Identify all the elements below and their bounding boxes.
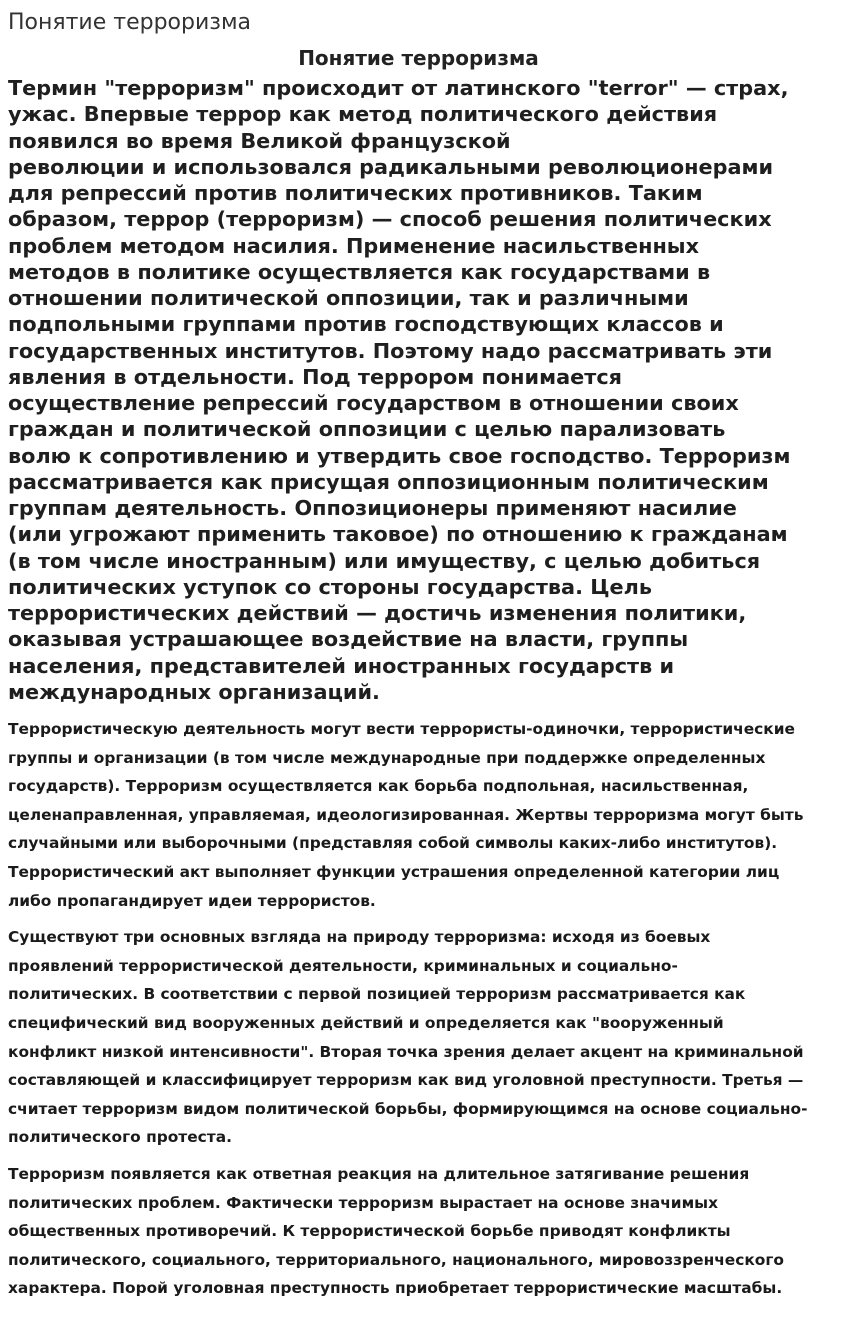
document-title: Понятие терроризма <box>298 46 539 70</box>
paragraph-three-views: Существуют три основных взгляда на природу терроризма: исходя из боевых проявлений террористической деятельности, криминальных и социально- политических. В соответствии с первой позицией терроризм рассматривается как специфический вид вооруженных действий и определяется как "вооруженный конфликт низкой интенсивности". Вторая точка зрения делает акцент на криминальной составляющей и классифицирует терроризм как вид уголовной преступности. Третья — считает терроризм видом политической борьбы, формирующимся на основе социально- политического протеста. <box>8 928 808 1147</box>
paragraph-terrorist-activity: Террористическую деятельность могут вести террористы-одиночки, террористические группы и организации (в том числе международные при поддержке определенных государств). Терроризм осуществляется как борьба подпольная, насильственная, целенаправленная, управляемая, идеологизированная. Жертвы терроризма могут быть случайными или выборочными (представляя собой символы каких-либо институтов). Террористический акт выполняет функции устрашения определенной категории лиц либо пропагандирует идеи террористов. <box>8 720 804 910</box>
document-header: Понятие терроризма <box>8 10 252 35</box>
lead-paragraph: Термин "терроризм" происходит от латинского "terror" — страх, ужас. Впервые террор как метод политического действия появился во время Великой французской революции и использовался радикальными революционерами для репрессий против политических противников. Таким образом, террор (терроризм) — способ решения политических проблем методом насилия. Применение насильственных методов в политике осуществляется как государствами в отношении политической оппозиции, так и различными подпольными группами против господствующих классов и государственных институтов. Поэтому надо рассматривать эти явления в отдельности. Под террором понимается осуществление репрессий государством в отношении своих граждан и политической оппозиции с целью парализовать волю к сопротивлению и утвердить свое господство. Терроризм рассматривается как присущая оппозиционным политическим группам деятельность. Оппозиционеры применяют насилие (или угрожают применить таковое) по отношению к гражданам (в том числе иностранным) или имуществу, с целью добиться политических уступок со стороны государства. Цель террористических действий — достичь изменения политики, оказывая устрашающее воздействие на власти, группы населения, представителей иностранных государств и международных организаций. <box>8 76 791 704</box>
paragraph-terrorism-reaction: Терроризм появляется как ответная реакция на длительное затягивание решения политических проблем. Фактически терроризм вырастает на основе значимых общественных противоречий. К террористической борьбе приводят конфликты политического, социального, территориального, национального, мировоззренческого характера. Порой уголовная преступность приобретает террористические масштабы. <box>8 1164 784 1298</box>
